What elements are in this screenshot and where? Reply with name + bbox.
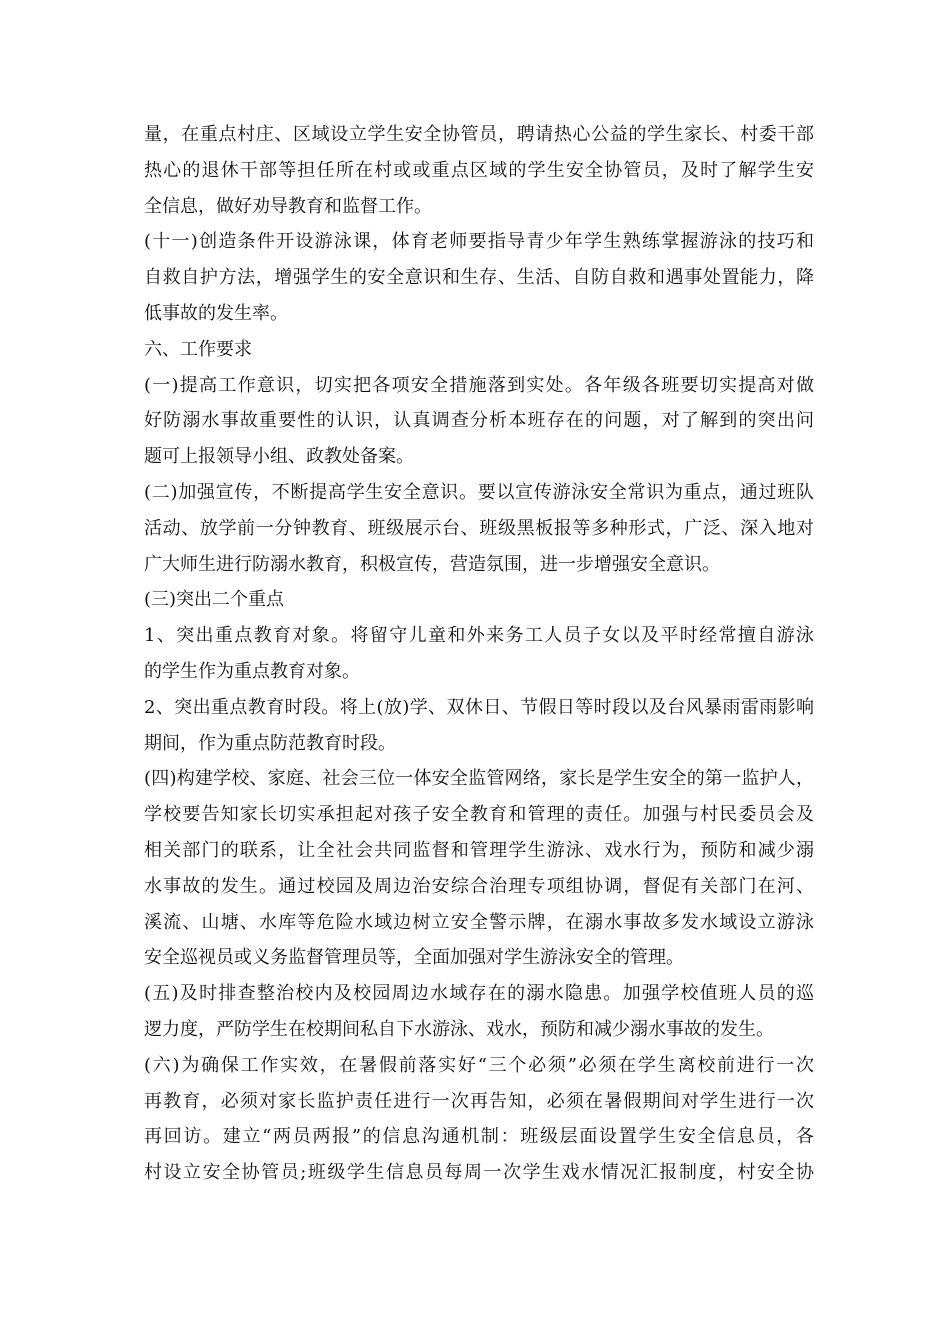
text-line: 好防溺水事故重要性的认识，认真调查分析本班存在的问题，对了解到的突出问 — [144, 410, 814, 432]
text-line: 广大师生进行防溺水教育，积极宣传，营造氛围，进一步增强安全意识。 — [144, 553, 720, 575]
text-line: 再教育，必须对家长监护责任进行一次再告知，必须在暑假期间对学生进行一次 — [144, 1090, 814, 1112]
text-line: 水事故的发生。通过校园及周边治安综合治理专项组协调，督促有关部门在河、 — [144, 875, 814, 897]
text-line: 期间，作为重点防范教育时段。 — [144, 732, 396, 754]
text-line: 再回访。建立“两员两报”的信息沟通机制：班级层面设置学生安全信息员，各 — [144, 1126, 814, 1148]
text-line: 六、工作要求 — [144, 338, 252, 360]
text-line: 相关部门的联系，让全社会共同监督和管理学生游泳、戏水行为，预防和减少溺 — [144, 839, 814, 861]
text-line: (五)及时排查整治校内及校园周边水域存在的溺水隐患。加强学校值班人员的巡 — [144, 983, 814, 1005]
text-line: 低事故的发生率。 — [144, 302, 288, 324]
text-line: 量，在重点村庄、区域设立学生安全协管员，聘请热心公益的学生家长、村委干部 — [144, 124, 814, 145]
text-line: (十一)创造条件开设游泳课，体育老师要指导青少年学生熟练掌握游泳的技巧和 — [144, 231, 814, 253]
text-line: 活动、放学前一分钟教育、班级展示台、班级黑板报等多种形式，广泛、深入地对 — [144, 517, 814, 539]
text-line: 学校要告知家长切实承担起对孩子安全教育和管理的责任。加强与村民委员会及 — [144, 804, 814, 826]
text-line: (六)为确保工作实效，在暑假前落实好“三个必须”必须在学生离校前进行一次 — [144, 1054, 814, 1076]
text-line: 热心的退休干部等担任所在村或或重点区域的学生安全协管员，及时了解学生安 — [144, 159, 814, 181]
text-line: 1、突出重点教育对象。将留守儿童和外来务工人员子女以及平时经常擅自游泳 — [144, 625, 814, 647]
text-line: 2、突出重点教育时段。将上(放)学、双休日、节假日等时段以及台风暴雨雷雨影响 — [144, 696, 814, 718]
text-line: (二)加强宣传，不断提高学生安全意识。要以宣传游泳安全常识为重点，通过班队 — [144, 481, 814, 503]
text-line: 村设立安全协管员;班级学生信息员每周一次学生戏水情况汇报制度，村安全协 — [144, 1162, 814, 1184]
text-line: (三)突出二个重点 — [144, 589, 285, 611]
text-line: 逻力度，严防学生在校期间私自下水游泳、戏水，预防和减少溺水事故的发生。 — [144, 1018, 774, 1040]
text-line: 安全巡视员或义务监督管理员等，全面加强对学生游泳安全的管理。 — [144, 947, 684, 969]
text-line: (一)提高工作意识，切实把各项安全措施落到实处。各年级各班要切实提高对做 — [144, 374, 814, 396]
text-line: (四)构建学校、家庭、社会三位一体安全监管网络，家长是学生安全的第一监护人， — [144, 768, 814, 790]
text-line: 的学生作为重点教育对象。 — [144, 660, 360, 682]
text-line: 全信息，做好劝导教育和监督工作。 — [144, 195, 432, 217]
text-line: 题可上报领导小组、政教处备案。 — [144, 446, 414, 468]
text-line: 自救自护方法，增强学生的安全意识和生存、生活、自防自救和遇事处置能力，降 — [144, 267, 814, 289]
text-line: 溪流、山塘、水库等危险水域边树立安全警示牌，在溺水事故多发水域设立游泳 — [144, 911, 814, 933]
document-body — [144, 117, 814, 1191]
